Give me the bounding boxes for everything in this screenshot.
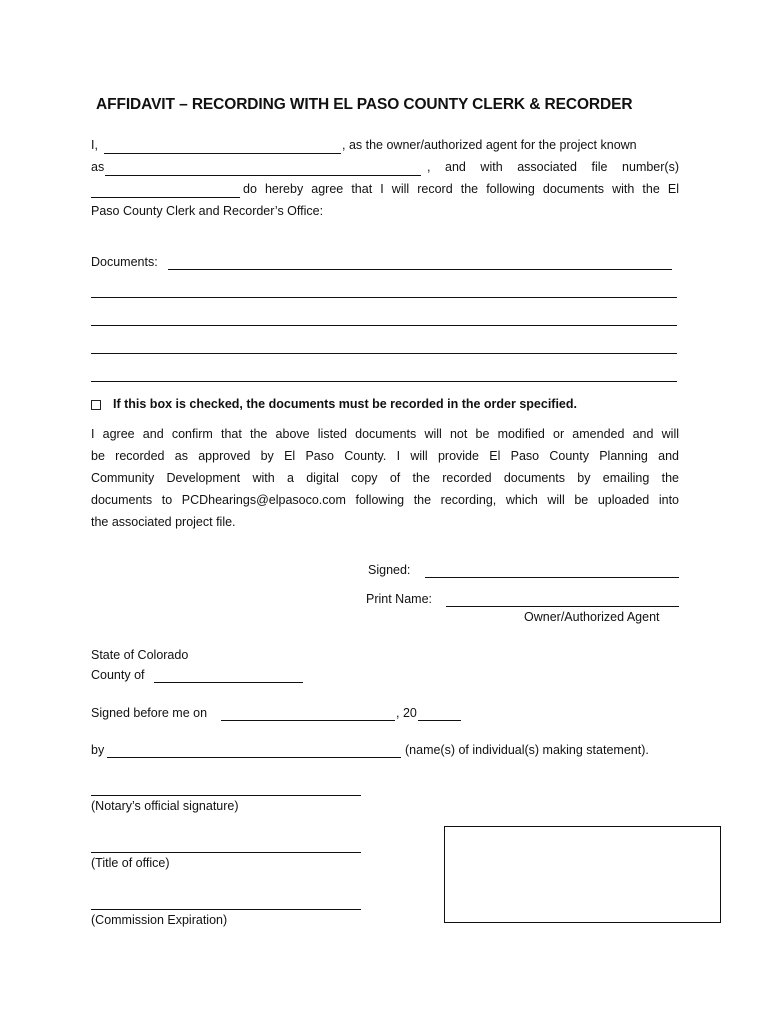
agreement-paragraph <box>91 423 679 533</box>
page-title: AFFIDAVIT – RECORDING WITH EL PASO COUNTY CLERK & RECORDER <box>96 96 633 113</box>
by-suffix: (name(s) of individual(s) making statement). <box>405 743 649 757</box>
agreement-line: I agree and confirm that the above listed documents will not be modified or amended and will <box>91 427 679 441</box>
checkbox-label: If this box is checked, the documents must be recorded in the order specified. <box>113 397 577 411</box>
intro-line3-suffix: do hereby agree that I will record the following documents with the El <box>243 182 679 196</box>
print-name-label: Print Name: <box>366 592 432 606</box>
notary-signature-field[interactable] <box>91 795 361 796</box>
documents-field-5[interactable] <box>91 381 677 382</box>
agreement-line: be recorded as approved by El Paso County. I will provide El Paso County Planning and <box>91 449 679 463</box>
county-field[interactable] <box>154 682 303 683</box>
documents-field-3[interactable] <box>91 325 677 326</box>
project-name-field[interactable] <box>105 175 421 176</box>
state-label: State of Colorado <box>91 648 189 662</box>
agreement-line: Community Development with a digital copy of the recorded documents by emailing the <box>91 471 679 485</box>
file-number-field[interactable] <box>91 197 240 198</box>
documents-field-4[interactable] <box>91 353 677 354</box>
signed-date-field[interactable] <box>221 720 395 721</box>
by-label: by <box>91 743 105 757</box>
year-prefix: , 20 <box>396 706 417 720</box>
county-label: County of <box>91 668 145 682</box>
record-order-checkbox[interactable] <box>91 400 101 410</box>
intro-line4: Paso County Clerk and Recorder’s Office: <box>91 204 324 218</box>
role-caption: Owner/Authorized Agent <box>524 610 660 624</box>
print-name-field[interactable] <box>446 606 679 607</box>
year-field[interactable] <box>418 720 461 721</box>
owner-name-field[interactable] <box>104 153 341 154</box>
documents-label: Documents: <box>91 255 158 269</box>
intro-line2-prefix: as <box>91 160 105 174</box>
signed-before-label: Signed before me on <box>91 706 208 720</box>
commission-expiration-field[interactable] <box>91 909 361 910</box>
documents-field-1[interactable] <box>168 269 672 270</box>
signed-field[interactable] <box>425 577 679 578</box>
documents-field-2[interactable] <box>91 297 677 298</box>
intro-line1-prefix: I, <box>91 138 98 152</box>
signed-label: Signed: <box>368 563 411 577</box>
title-of-office-caption: (Title of office) <box>91 856 170 870</box>
intro-line1-suffix: , as the owner/authorized agent for the project known <box>342 138 637 152</box>
notary-signature-caption: (Notary’s official signature) <box>91 799 239 813</box>
by-names-field[interactable] <box>107 757 401 758</box>
intro-line2-suffix: , and with associated file number(s) <box>427 160 679 174</box>
notary-seal-box <box>444 826 721 923</box>
title-of-office-field[interactable] <box>91 852 361 853</box>
agreement-line: documents to PCDhearings@elpasoco.com following the recording, which will be uploaded into <box>91 493 679 507</box>
commission-expiration-caption: (Commission Expiration) <box>91 913 228 927</box>
agreement-line: the associated project file. <box>91 515 236 529</box>
